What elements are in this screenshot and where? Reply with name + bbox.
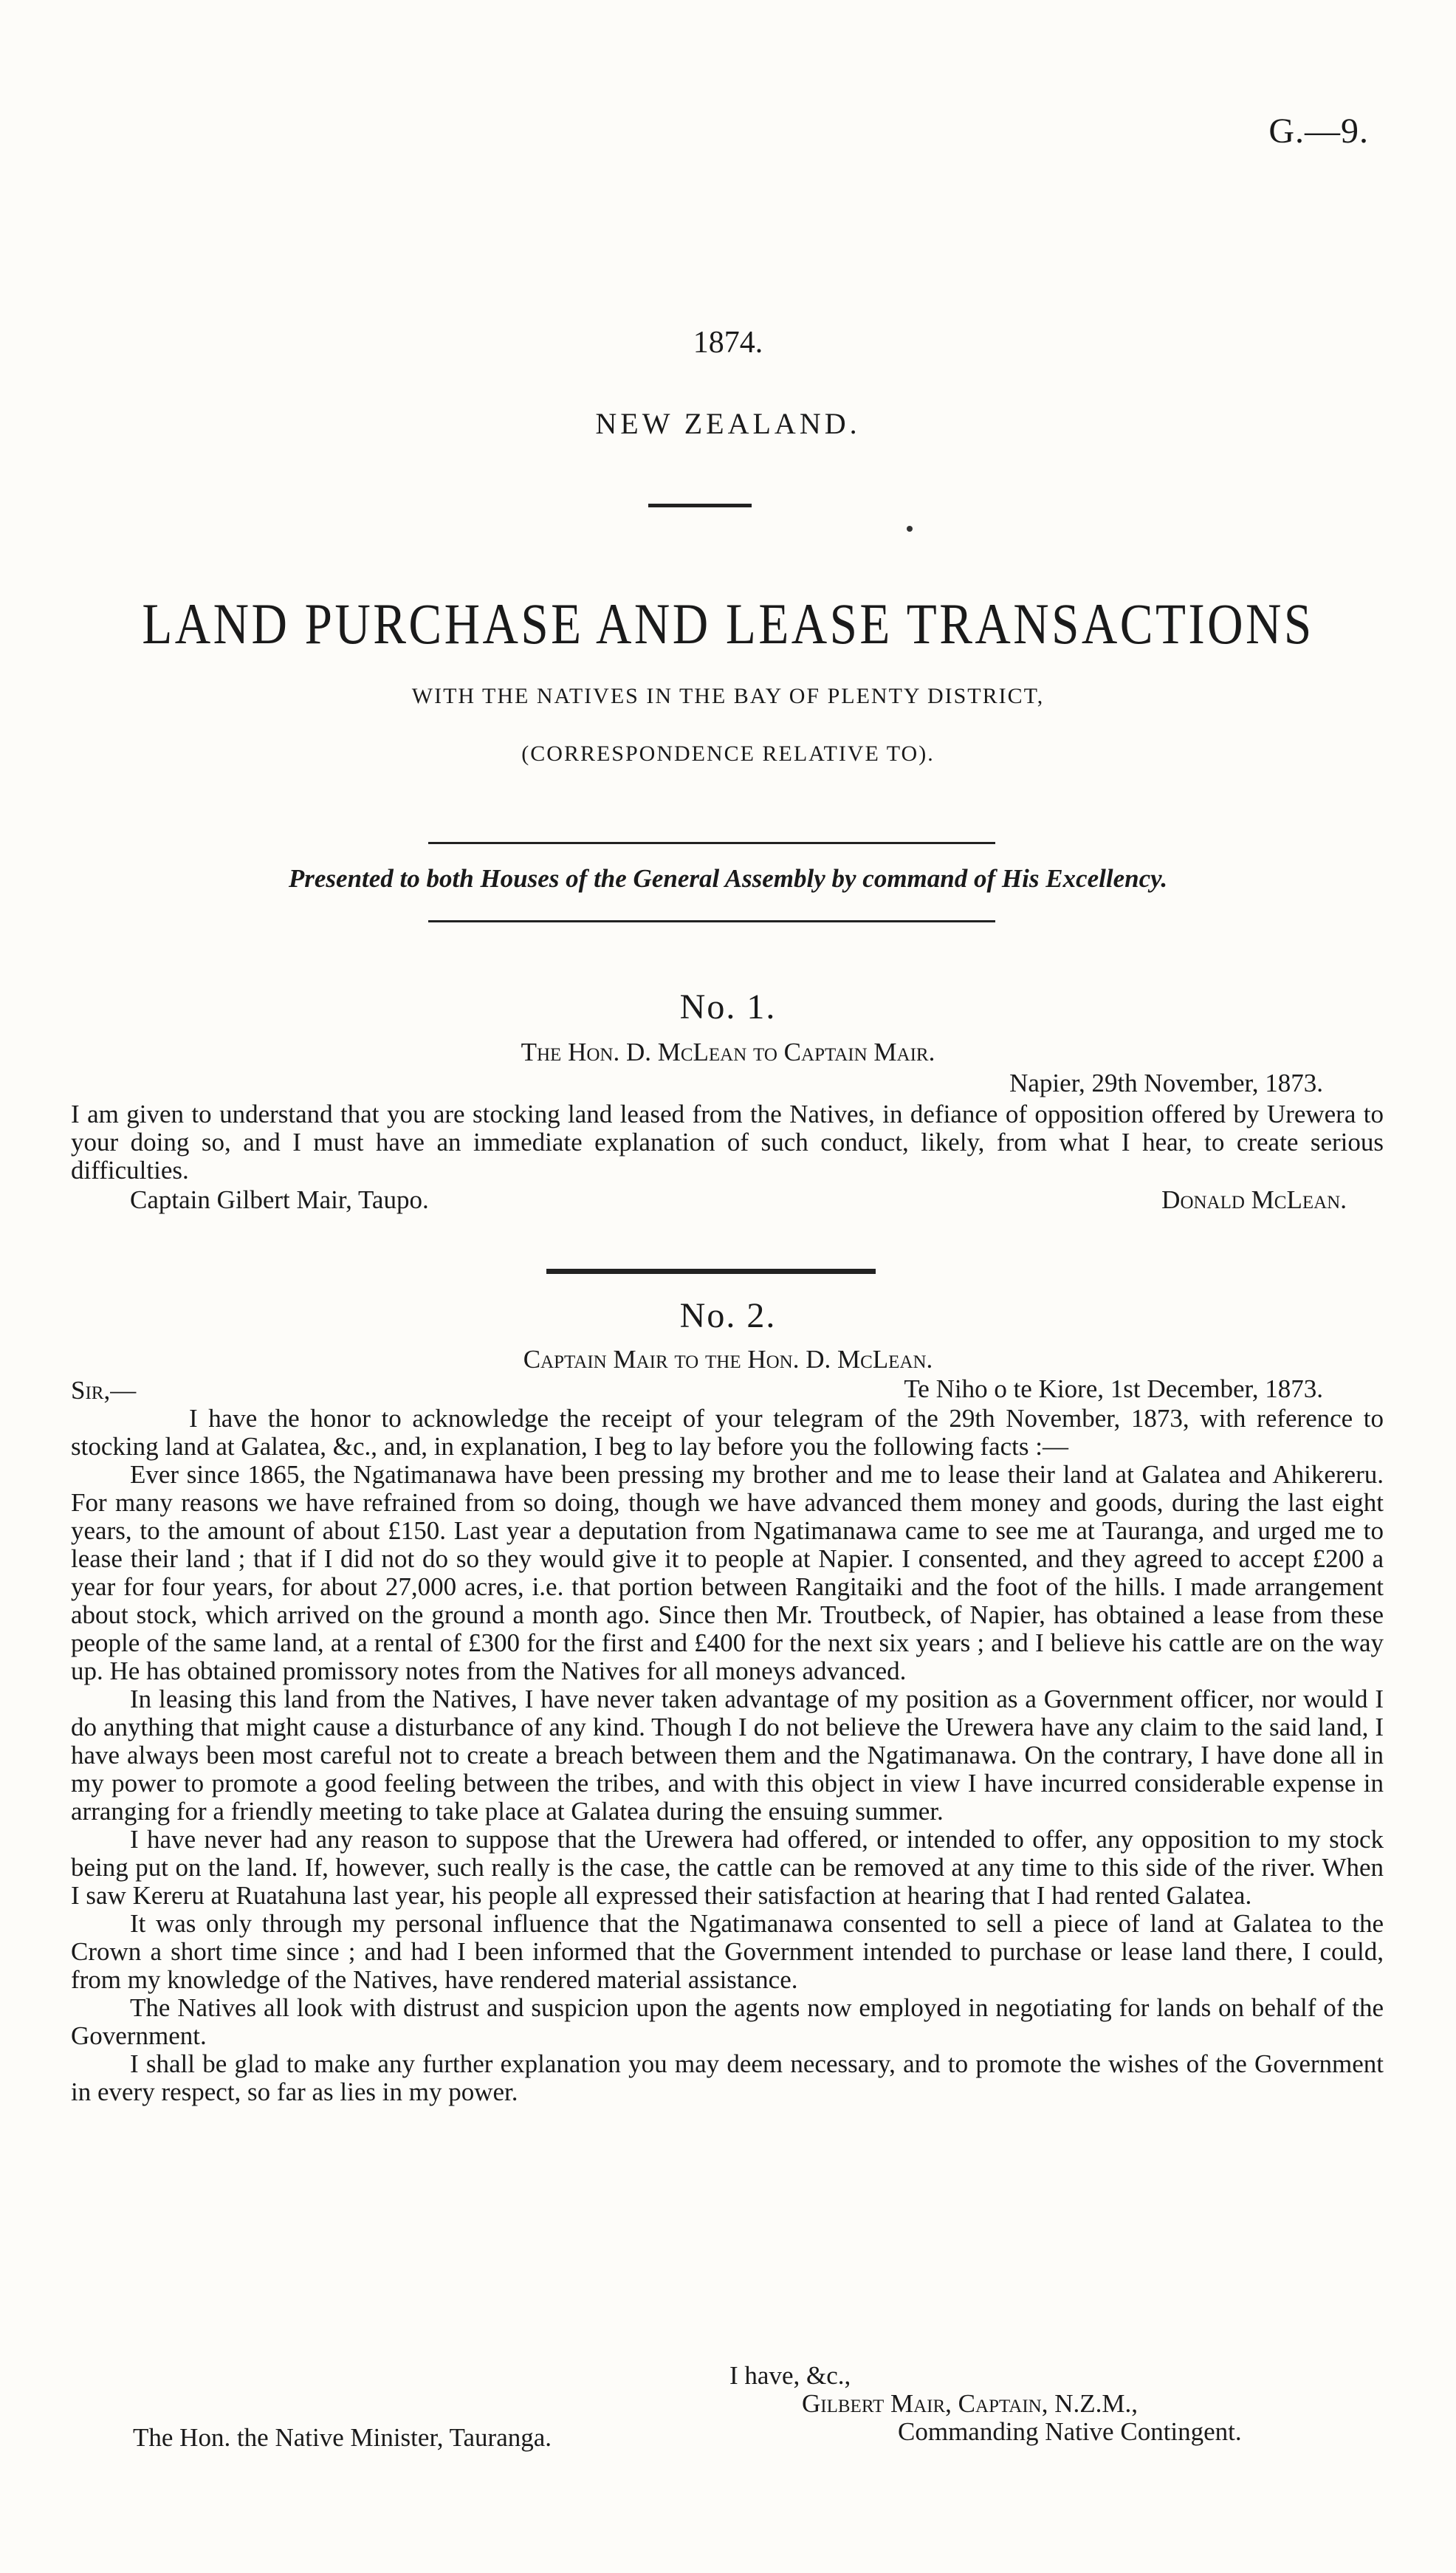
letter1-body xyxy=(71,1100,1384,1185)
letter2-paragraph: In leasing this land from the Natives, I have never taken advantage of my position as a Government officer, nor would I do anything that might cause a disturbance of any kind. Though I do not believe the Urewera have any claim to the said land, I have always been most careful not to create a breach between them and the Ngatimanawa. On the contrary, I have done all in my power to promote a good feeling between the tribes, and with this object in view I have incurred considerable expense in arranging for a friendly meeting to take place at Galatea during the ensuing summer. xyxy=(71,1685,1384,1826)
letter1-body-text: I am given to understand that you are stocking land leased from the Natives, in defiance of opposition offered by Urewera to your doing so, and I must have an immediate explanation of such conduct, likely, from what I hear, to create serious difficulties. xyxy=(71,1100,1384,1185)
letter2-closing: I have, &c., xyxy=(729,2361,851,2390)
divider-thick xyxy=(546,1269,876,1274)
document-title: LAND PURCHASE AND LEASE TRANSACTIONS xyxy=(142,592,1314,656)
document-subtitle-2: (CORRESPONDENCE RELATIVE TO). xyxy=(521,741,935,766)
letter1-heading: The Hon. D. McLean to Captain Mair. xyxy=(521,1038,935,1066)
letter2-addressee: The Hon. the Native Minister, Tauranga. xyxy=(133,2423,552,2452)
document-country: NEW ZEALAND. xyxy=(595,407,861,440)
print-dot xyxy=(907,526,913,532)
divider-bottom xyxy=(428,920,995,922)
letter2-number: No. 2. xyxy=(679,1296,777,1335)
letter2-salutation: Sir,— xyxy=(71,1376,137,1405)
document-year: 1874. xyxy=(693,326,763,360)
letter2-heading: Captain Mair to the Hon. D. McLean. xyxy=(523,1345,933,1374)
letter2-paragraph: I have never had any reason to suppose that the Urewera had offered, or intended to offer, any opposition to my stock being put on the land. If, however, such really is the case, the cattle can be removed at any time to this side of the river. When I saw Kereru at Ruatahuna last year, his people all expressed their satisfaction at hearing that I had rented Galatea. xyxy=(71,1825,1384,1910)
letter2-paragraph: The Natives all look with distrust and suspicion upon the agents now employed in negotiating for lands on behalf of the Government. xyxy=(71,1993,1384,2050)
letter2-paragraph: I shall be glad to make any further explanation you may deem necessary, and to promote the wishes of the Government in every respect, so far as lies in my power. xyxy=(71,2049,1384,2106)
letter2-signature: Gilbert Mair, Captain, N.Z.M., xyxy=(802,2389,1138,2418)
letter2-paragraph: Ever since 1865, the Ngatimanawa have been pressing my brother and me to lease their land at Galatea and Ahikereru. For many reasons we have refrained from so doing, though we have advanced them money and goods, during the last eight years, to the amount of about £150. Last year a deputation from Ngatimanawa came to see me at Tauranga, and urged me to lease their land ; that if I did not do so they would give it to people at Napier. I consented, and they agreed to accept £200 a year for four years, for about 27,000 acres, i.e. that portion between Rangitaiki and the foot of the hills. I made arrangement about stock, which arrived on the ground a month ago. Since then Mr. Troutbeck, of Napier, has obtained a lease from these people of the same land, at a rental of £300 for the first and £400 for the next six years ; and I believe his cattle are on the way up. He has obtained promissory notes from the Natives for all moneys advanced. xyxy=(71,1460,1384,1685)
document-subtitle: WITH THE NATIVES IN THE BAY OF PLENTY DISTRICT, xyxy=(411,684,1045,708)
letter1-signature: Donald McLean. xyxy=(1161,1185,1347,1214)
divider-short xyxy=(648,504,752,507)
divider-top xyxy=(428,842,995,844)
letter1-number: No. 1. xyxy=(679,987,777,1027)
presented-line: Presented to both Houses of the General Assembly by command of His Excellency. xyxy=(288,864,1168,893)
letter2-signature-title: Commanding Native Contingent. xyxy=(898,2417,1242,2446)
letter2-paragraph: It was only through my personal influence that the Ngatimanawa consented to sell a piece of land at Galatea to the Crown a short time since ; and had I been informed that the Government intended to purchase or lease land there, I could, from my knowledge of the Natives, have rendered material assistance. xyxy=(71,1909,1384,1994)
letter1-place-date: Napier, 29th November, 1873. xyxy=(1009,1069,1323,1097)
document-reference: G.—9. xyxy=(1268,112,1369,151)
letter2-place-date: Te Niho o te Kiore, 1st December, 1873. xyxy=(904,1374,1323,1403)
letter1-addressee: Captain Gilbert Mair, Taupo. xyxy=(130,1185,429,1214)
letter2-paragraph: I have the honor to acknowledge the receipt of your telegram of the 29th November, 1873, with reference to stocking land at Galatea, &c., and, in explanation, I beg to lay before you the following facts :— xyxy=(71,1404,1384,1461)
letter2-body xyxy=(71,1405,1384,2106)
